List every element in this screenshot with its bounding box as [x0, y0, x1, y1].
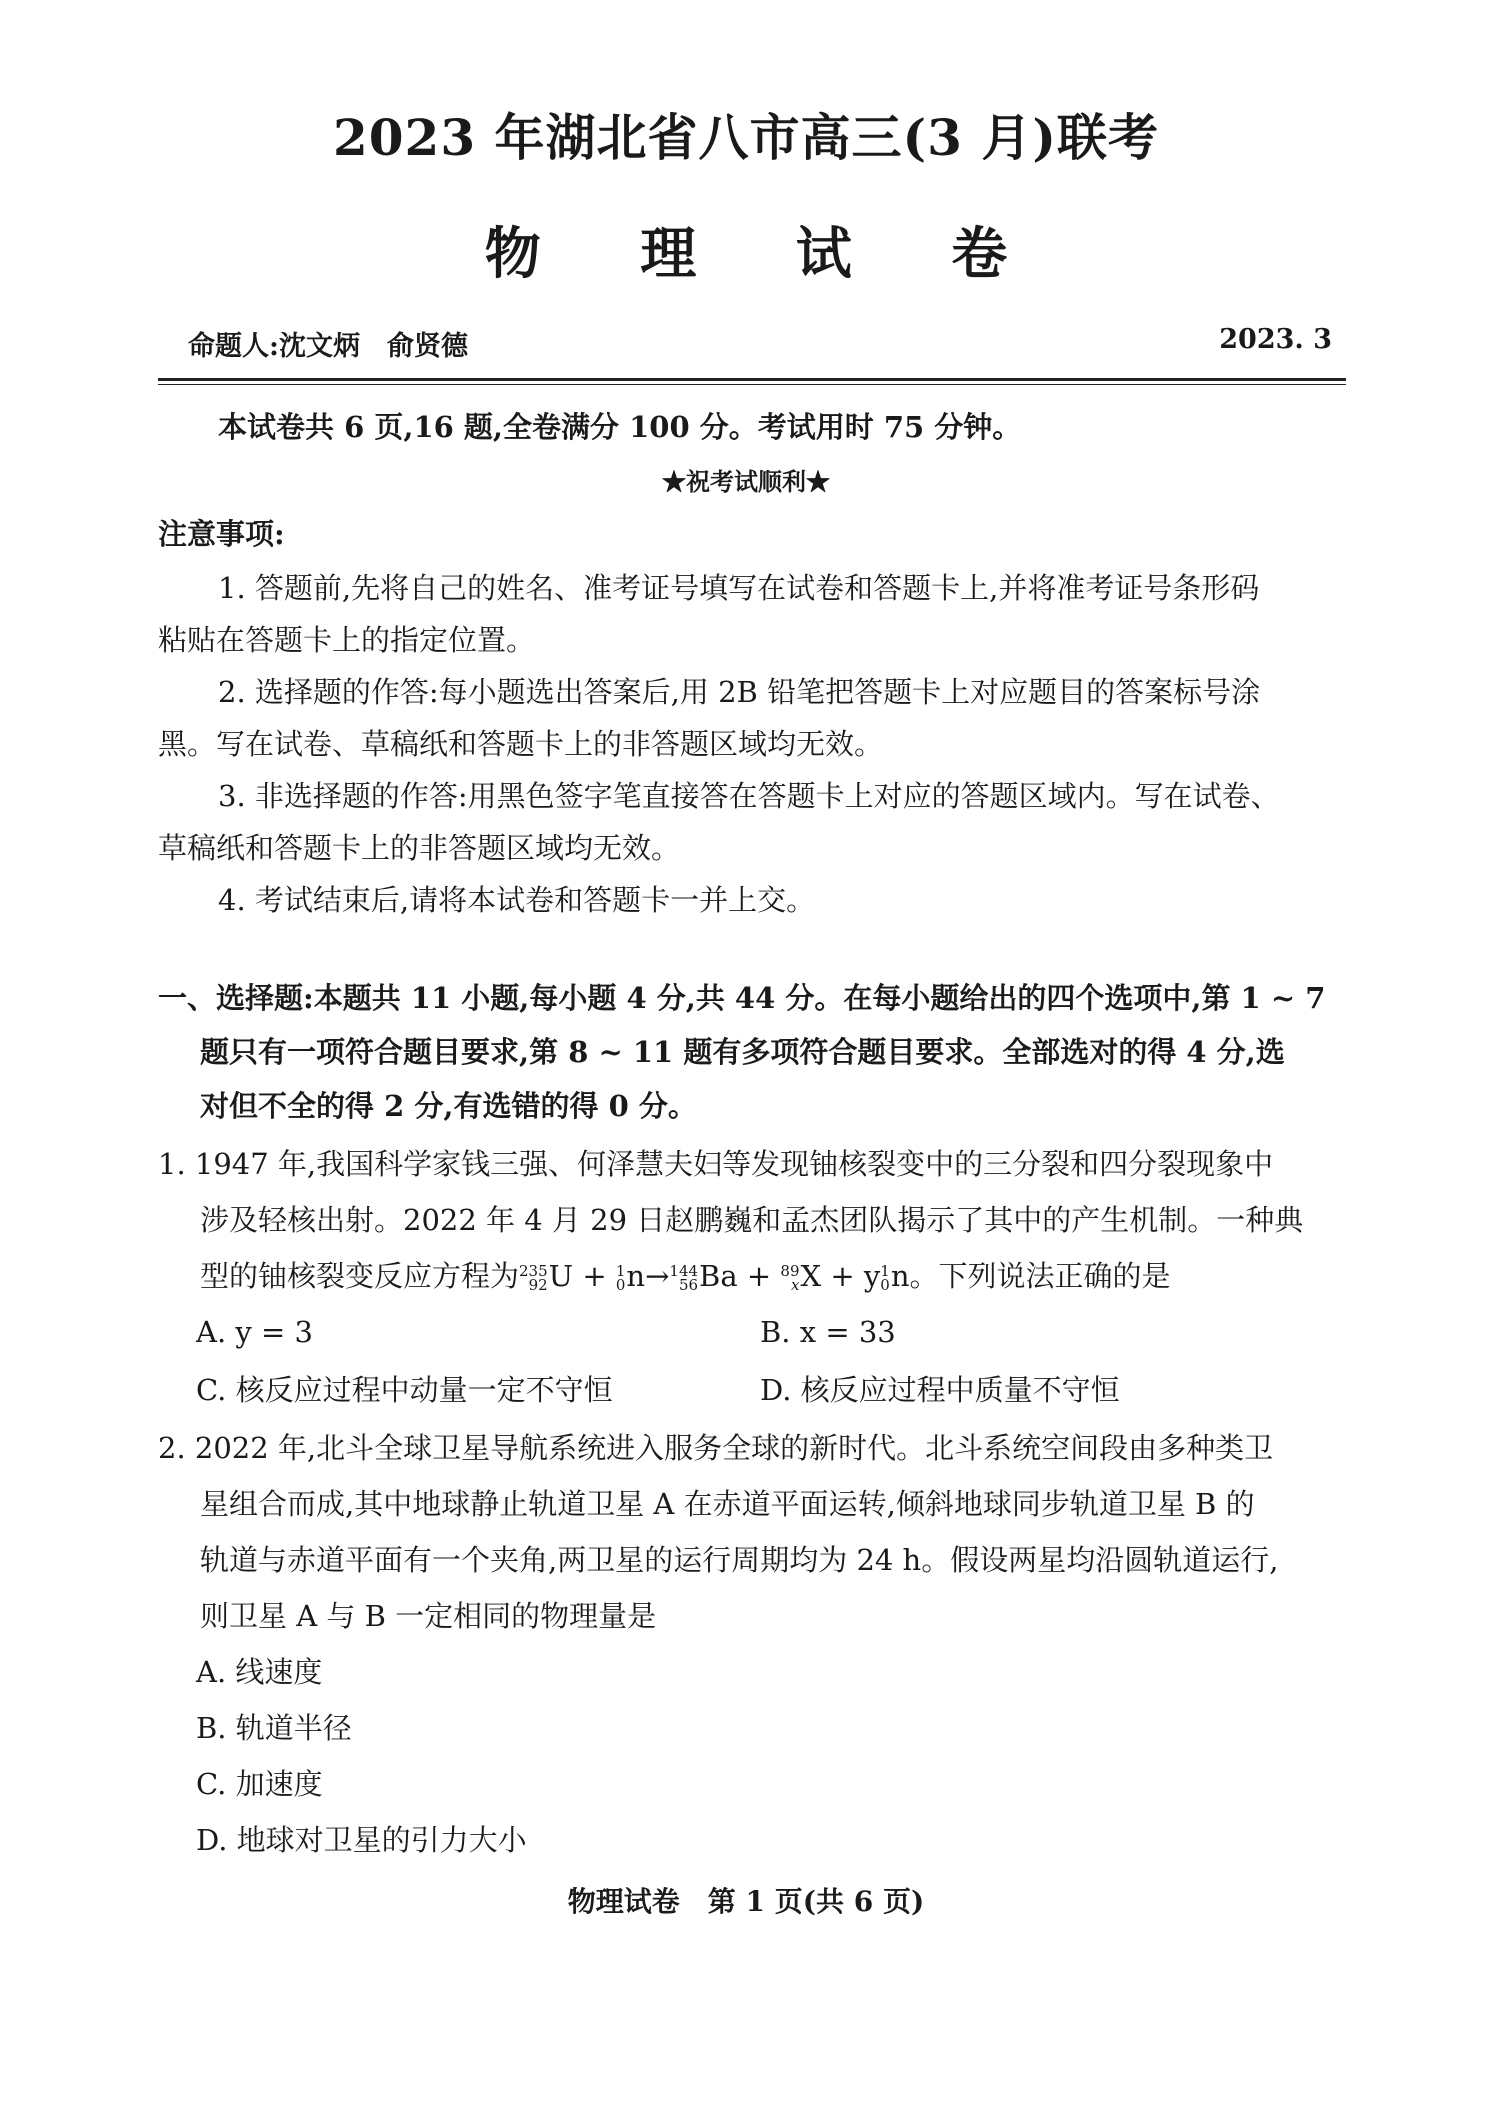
eq-end: 。 — [909, 1259, 939, 1293]
u-symbol: U — [548, 1259, 574, 1293]
notice-item-4: 4. 考试结束后,请将本试卷和答题卡一并上交。 — [218, 883, 816, 917]
header-divider-thick — [158, 378, 1346, 381]
notice-item-3: 3. 非选择题的作答:用黑色签字笔直接答在答题卡上对应的答题区域内。写在试卷、 — [218, 779, 1280, 813]
page-footer: 物理试卷 第 1 页(共 6 页) — [567, 1885, 925, 1918]
notice-item-1-cont: 粘贴在答题卡上的指定位置。 — [158, 623, 536, 657]
author-line: 命题人:沈文炳 俞贤德 — [188, 331, 468, 362]
x-nuclide-numbers: 89 x — [780, 1262, 800, 1294]
n-nuclide-numbers: 1 0 — [615, 1262, 626, 1294]
ba-symbol: Ba — [699, 1259, 738, 1293]
section1-line-3: 对但不全的得 2 分,有选错的得 0 分。 — [200, 1089, 697, 1123]
x-symbol: X — [800, 1259, 822, 1293]
q2-line-1: 2. 2022 年,北斗全球卫星导航系统进入服务全球的新时代。北斗系统空间段由多种类卫 — [158, 1431, 1274, 1465]
notice-item-1: 1. 答题前,先将自己的姓名、准考证号填写在试卷和答题卡上,并将准考证号条形码 — [218, 571, 1260, 605]
q2-line-4: 则卫星 A 与 B 一定相同的物理量是 — [200, 1599, 657, 1633]
notice-title: 注意事项: — [158, 517, 285, 551]
section1-line-1: 一、选择题:本题共 11 小题,每小题 4 分,共 44 分。在每小题给出的四个选项中,第 1 ~ 7 — [158, 981, 1326, 1015]
n2-nuclide-numbers: 1 0 — [880, 1262, 890, 1294]
q1-option-a: A. y = 3 — [196, 1315, 313, 1349]
q2-option-d: D. 地球对卫星的引力大小 — [196, 1823, 527, 1857]
q1-option-d: D. 核反应过程中质量不守恒 — [760, 1373, 1120, 1407]
notice-item-2-cont: 黑。写在试卷、草稿纸和答题卡上的非答题区域均无效。 — [158, 727, 884, 761]
exam-intro: 本试卷共 6 页,16 题,全卷满分 100 分。考试用时 75 分钟。 — [218, 410, 1022, 444]
exam-subtitle: 物 理 试 卷 — [484, 221, 1048, 287]
n-symbol: n — [626, 1259, 646, 1293]
y-coefficient: + y — [821, 1259, 881, 1293]
plus-sign: + — [573, 1259, 616, 1293]
q1-eq-suffix: 下列说法正确的是 — [938, 1259, 1171, 1293]
exam-title: 2023 年湖北省八市高三(3 月)联考 — [332, 108, 1160, 167]
q2-option-b: B. 轨道半径 — [196, 1711, 352, 1745]
section1-line-2: 题只有一项符合题目要求,第 8 ~ 11 题有多项符合题目要求。全部选对的得 4 分,选 — [200, 1035, 1285, 1069]
q1-line-3 — [200, 1250, 1171, 1302]
q1-line-1: 1. 1947 年,我国科学家钱三强、何泽慧夫妇等发现铀核裂变中的三分裂和四分裂现象中 — [158, 1147, 1274, 1181]
q2-line-3: 轨道与赤道平面有一个夹角,两卫星的运行周期均为 24 h。假设两星均沿圆轨道运行, — [200, 1543, 1279, 1577]
ba-nuclide-numbers: 144 56 — [669, 1262, 699, 1294]
notice-item-3-cont: 草稿纸和答题卡上的非答题区域均无效。 — [158, 831, 681, 865]
blessing: ★祝考试顺利★ — [662, 467, 830, 496]
q2-option-c: C. 加速度 — [196, 1767, 323, 1801]
q1-line-2: 涉及轻核出射。2022 年 4 月 29 日赵鹏巍和孟杰团队揭示了其中的产生机制。一种典 — [200, 1203, 1304, 1237]
header-divider-thin — [158, 384, 1346, 385]
q1-option-c: C. 核反应过程中动量一定不守恒 — [196, 1373, 613, 1407]
plus-sign: + — [737, 1259, 781, 1293]
u-nuclide-numbers: 235 92 — [519, 1262, 548, 1294]
exam-date: 2023. 3 — [1219, 324, 1332, 355]
n2-symbol: n — [890, 1259, 910, 1293]
q2-option-a: A. 线速度 — [196, 1655, 323, 1689]
reaction-arrow: → — [645, 1259, 670, 1293]
q1-option-b: B. x = 33 — [760, 1315, 896, 1349]
q1-eq-prefix: 型的铀核裂变反应方程为 — [200, 1259, 520, 1293]
notice-item-2: 2. 选择题的作答:每小题选出答案后,用 2B 铅笔把答题卡上对应题目的答案标号涂 — [218, 675, 1261, 709]
q2-line-2: 星组合而成,其中地球静止轨道卫星 A 在赤道平面运转,倾斜地球同步轨道卫星 B 的 — [200, 1487, 1255, 1521]
